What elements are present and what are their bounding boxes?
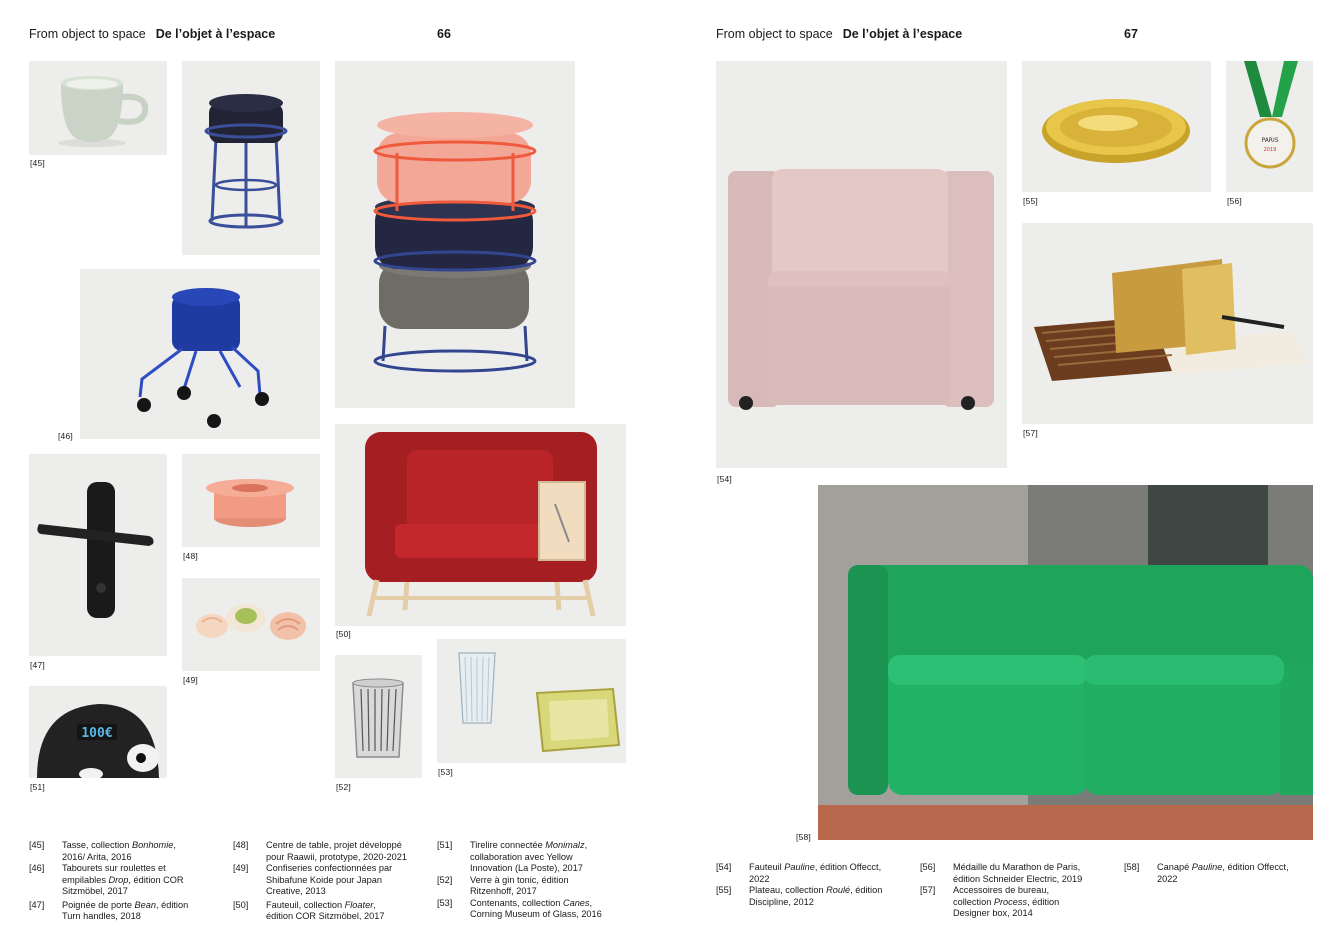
header-english: From object to space bbox=[716, 27, 833, 41]
caption-number: [57] bbox=[920, 885, 936, 895]
page-number-right: 67 bbox=[1124, 27, 1138, 41]
label-58: [58] bbox=[796, 832, 811, 842]
caption-52: [52] Verre à gin tonic, édition Ritzenhoff, 2017 bbox=[437, 874, 569, 896]
caption-49: [49] Confiseries confectionnées par Shibafune Koide pour Japan Creative, 2013 bbox=[233, 863, 393, 896]
header-english: From object to space bbox=[29, 27, 146, 41]
left-running-header bbox=[29, 27, 275, 41]
caption-46: [46] Tabourets sur roulettes et empilables Drop, édition COR Sitzmöbel, 2017 bbox=[29, 863, 184, 896]
caption-number: [51] bbox=[437, 840, 453, 850]
label-50: [50] bbox=[336, 629, 351, 639]
caption-45: [45] Tasse, collection Bonhomie, 2016/ Arita, 2016 bbox=[29, 840, 176, 862]
caption-53: [53] Contenants, collection Canes, Corning Museum of Glass, 2016 bbox=[437, 897, 602, 919]
caption-number: [58] bbox=[1124, 862, 1140, 872]
caption-number: [56] bbox=[920, 862, 936, 872]
label-47: [47] bbox=[30, 660, 45, 670]
caption-55: [55] Plateau, collection Roulé, édition Discipline, 2012 bbox=[716, 885, 883, 907]
label-51: [51] bbox=[30, 782, 45, 792]
header-french: De l’objet à l’espace bbox=[842, 27, 963, 41]
medal-text-paris: PARIS bbox=[1261, 137, 1279, 144]
photo-glass-containers bbox=[437, 639, 626, 763]
photo-piggy-bank bbox=[29, 686, 167, 778]
header-french: De l’objet à l’espace bbox=[155, 27, 276, 41]
caption-number: [45] bbox=[29, 840, 45, 850]
captions-col-2 bbox=[233, 840, 433, 923]
caption-58: [58] Canapé Pauline, édition Offecct, 2022 bbox=[1124, 862, 1289, 884]
photo-confectionery bbox=[182, 578, 320, 671]
photo-desk-accessories bbox=[1022, 223, 1313, 424]
caption-number: [52] bbox=[437, 874, 453, 885]
caption-48: [48] Centre de table, projet développé pour Raawii, prototype, 2020-2021 bbox=[233, 840, 407, 862]
photo-gin-glass bbox=[335, 655, 422, 778]
captions-col-1 bbox=[29, 840, 224, 923]
photo-green-sofa bbox=[818, 485, 1313, 840]
caption-54: [54] Fauteuil Pauline, édition Offecct, 2022 bbox=[716, 862, 882, 884]
label-54: [54] bbox=[717, 474, 732, 484]
caption-number: [48] bbox=[233, 840, 249, 850]
caption-51: [51] Tirelire connectée Monimalz, collaboration avec Yellow Innovation (La Poste), 2017 bbox=[437, 840, 588, 873]
photo-stacked-stools bbox=[335, 61, 575, 408]
photo-marathon-medal bbox=[1226, 61, 1313, 192]
counter-display: 100€ bbox=[81, 726, 113, 741]
caption-57: [57] Accessoires de bureau, collection Process, édition Designer box, 2014 bbox=[920, 885, 1060, 918]
caption-number: [50] bbox=[233, 899, 249, 910]
photo-cup bbox=[29, 61, 167, 155]
captions-col-4 bbox=[716, 862, 916, 908]
caption-50: [50] Fauteuil, collection Floater, édition COR Sitzmöbel, 2017 bbox=[233, 899, 385, 921]
caption-number: [49] bbox=[233, 863, 249, 873]
label-49: [49] bbox=[183, 675, 198, 685]
label-45: [45] bbox=[30, 158, 45, 168]
caption-56: [56] Médaille du Marathon de Paris, édition Schneider Electric, 2019 bbox=[920, 862, 1083, 884]
right-running-header bbox=[716, 27, 962, 41]
photo-red-armchair bbox=[335, 424, 626, 626]
label-46: [46] bbox=[58, 431, 73, 441]
label-48: [48] bbox=[183, 551, 198, 561]
photo-door-handle bbox=[29, 454, 167, 656]
caption-number: [46] bbox=[29, 863, 45, 873]
photo-blue-stool bbox=[80, 269, 320, 439]
label-56: [56] bbox=[1227, 196, 1242, 206]
label-55: [55] bbox=[1023, 196, 1038, 206]
captions-col-3 bbox=[437, 840, 637, 921]
photo-stool-dark bbox=[182, 61, 320, 255]
photo-pink-armchair bbox=[716, 61, 1007, 468]
medal-text-year: 2019 bbox=[1263, 147, 1277, 153]
caption-number: [54] bbox=[716, 862, 732, 872]
caption-number: [47] bbox=[29, 899, 45, 910]
captions-col-6 bbox=[1124, 862, 1324, 885]
caption-47: [47] Poignée de porte Bean, édition Turn handles, 2018 bbox=[29, 899, 189, 921]
page-number-left: 66 bbox=[437, 27, 451, 41]
photo-centerpiece bbox=[182, 454, 320, 547]
captions-col-5 bbox=[920, 862, 1120, 920]
caption-number: [53] bbox=[437, 897, 453, 908]
label-57: [57] bbox=[1023, 428, 1038, 438]
label-52: [52] bbox=[336, 782, 351, 792]
label-53: [53] bbox=[438, 767, 453, 777]
photo-gold-tray bbox=[1022, 61, 1211, 192]
caption-number: [55] bbox=[716, 885, 732, 895]
